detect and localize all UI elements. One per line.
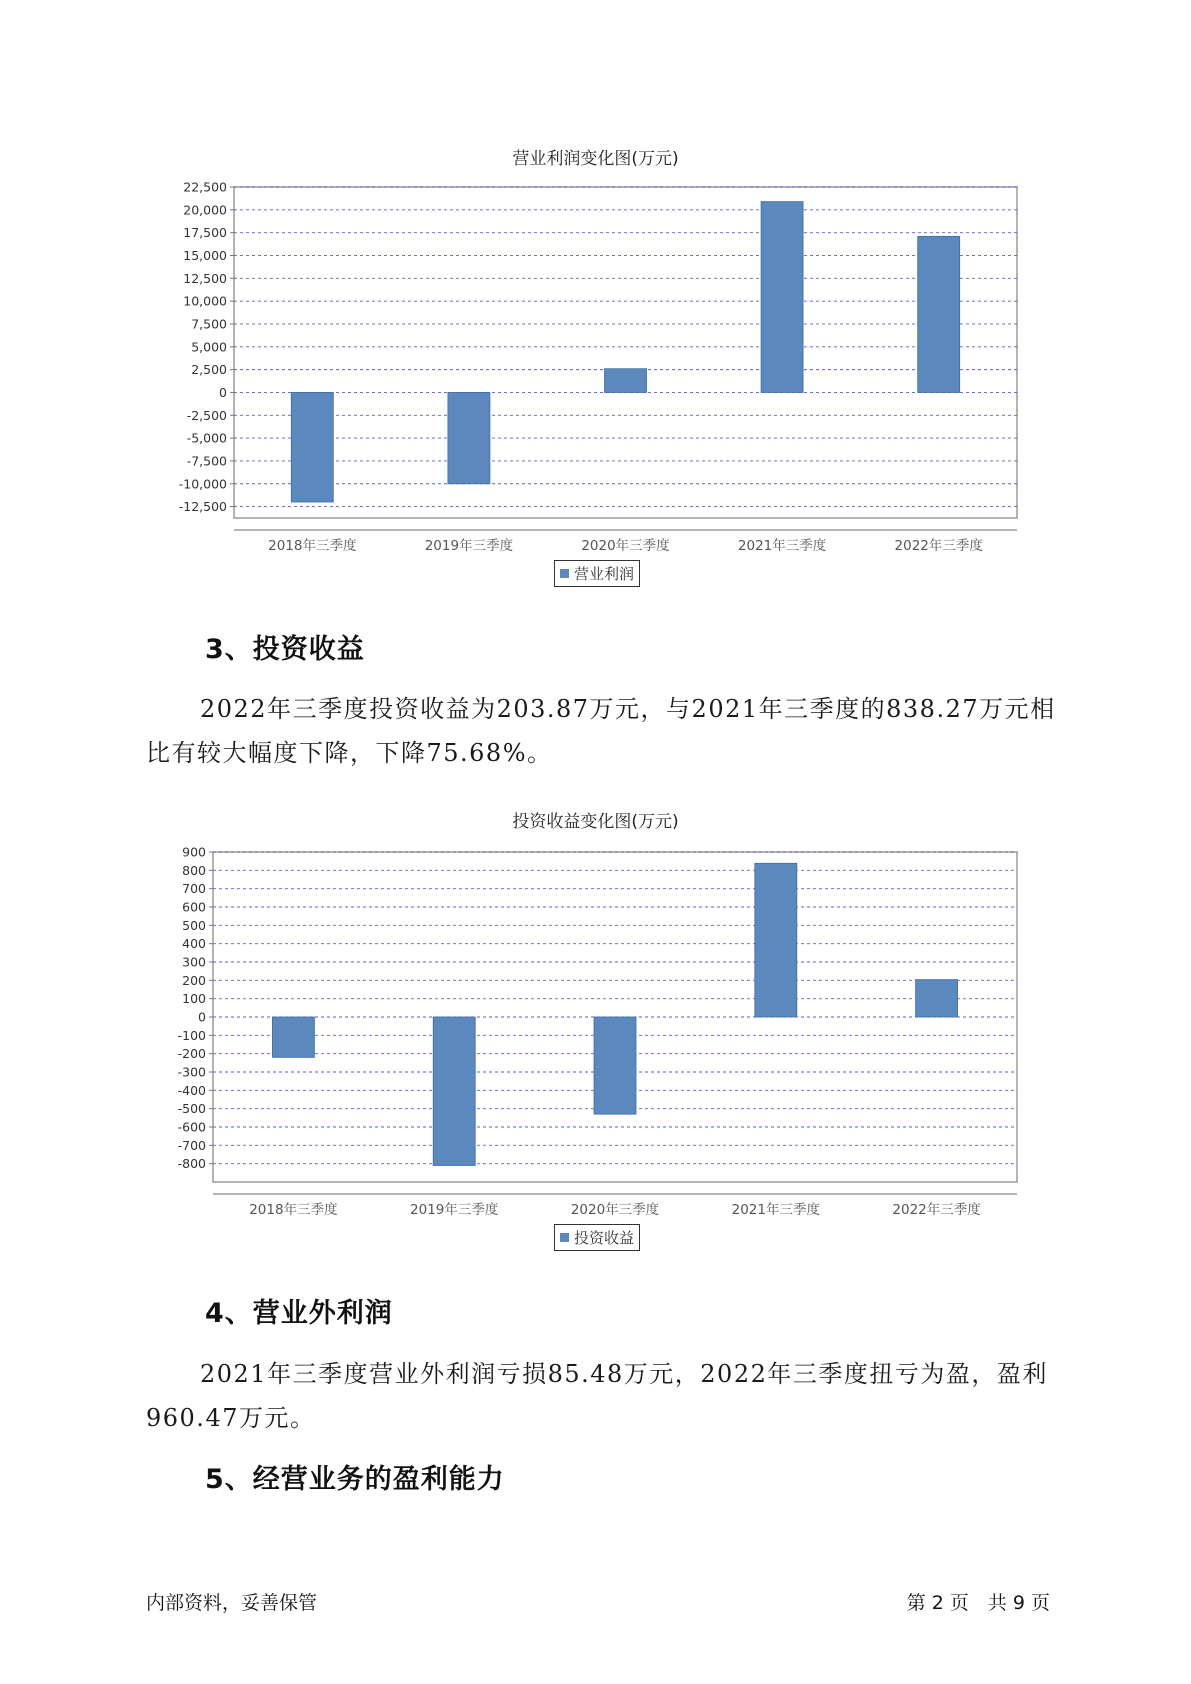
y-tick-label: 400: [182, 936, 206, 952]
y-tick-label: 17,500: [183, 225, 227, 241]
investment-income-chart: [0, 830, 1191, 1230]
section-3-heading: 3、投资收益: [205, 634, 365, 665]
bar: [291, 392, 333, 502]
chart1-legend: [554, 560, 640, 587]
y-tick-label: 5,000: [191, 339, 227, 355]
y-tick-label: -7,500: [186, 453, 227, 469]
x-tick-label: 2021年三季度: [731, 1202, 820, 1218]
y-tick-label: 900: [182, 844, 206, 860]
y-tick-label: 800: [182, 862, 206, 878]
x-tick-label: 2022年三季度: [894, 538, 983, 554]
y-tick-label: -300: [177, 1064, 206, 1080]
y-tick-label: -10,000: [178, 476, 227, 492]
x-tick-label: 2019年三季度: [424, 538, 514, 554]
chart2-title: 投资收益变化图(万元): [512, 812, 679, 832]
y-tick-label: 7,500: [191, 316, 227, 332]
y-tick-label: 12,500: [183, 270, 227, 286]
operating-profit-chart: [0, 170, 1191, 570]
y-tick-label: 2,500: [191, 362, 227, 378]
bar: [918, 236, 960, 392]
x-tick-label: 2019年三季度: [410, 1202, 499, 1218]
y-tick-label: 10,000: [183, 293, 227, 309]
y-tick-label: -800: [177, 1156, 206, 1172]
bar: [755, 863, 797, 1017]
y-tick-label: 700: [182, 881, 206, 897]
legend-swatch-icon: [560, 1233, 569, 1242]
section-3-paragraph: 2022年三季度投资收益为203.87万元，与2021年三季度的838.27万元相比有较大幅度下降，下降75.68%。: [146, 695, 1056, 767]
bar: [916, 980, 958, 1017]
bar: [594, 1017, 636, 1114]
y-tick-label: -5,000: [186, 430, 227, 446]
bar: [433, 1017, 475, 1166]
footer-page-number: 第 2 页 共 9 页: [906, 1592, 1050, 1614]
y-tick-label: -2,500: [186, 407, 227, 423]
y-tick-label: 0: [198, 1009, 206, 1025]
y-tick-label: 300: [182, 954, 206, 970]
y-tick-label: -600: [177, 1119, 206, 1135]
y-tick-label: 600: [182, 899, 206, 915]
y-tick-label: 22,500: [183, 179, 227, 195]
chart2-legend-label: 投资收益: [574, 1229, 635, 1247]
plot-area: [234, 187, 1017, 518]
x-tick-label: 2021年三季度: [737, 538, 827, 554]
y-tick-label: -200: [177, 1046, 206, 1062]
y-tick-label: 200: [182, 972, 206, 988]
bar: [761, 202, 803, 393]
y-tick-label: 0: [219, 384, 227, 400]
y-tick-label: 500: [182, 917, 206, 933]
chart2-legend: [554, 1224, 640, 1251]
y-tick-label: -400: [177, 1082, 206, 1098]
y-tick-label: 100: [182, 991, 206, 1007]
y-tick-label: 15,000: [183, 247, 227, 263]
section-4-paragraph: 2021年三季度营业外利润亏损85.48万元，2022年三季度扭亏为盈，盈利960.47万元。: [146, 1360, 1048, 1432]
x-tick-label: 2018年三季度: [249, 1202, 338, 1218]
bar: [448, 392, 490, 483]
section-4-heading: 4、营业外利润: [205, 1298, 393, 1329]
y-tick-label: -100: [177, 1027, 206, 1043]
chart1-legend-label: 营业利润: [574, 565, 635, 583]
bar: [272, 1017, 314, 1057]
bar: [605, 369, 647, 393]
chart1-title: 营业利润变化图(万元): [512, 149, 679, 169]
footer-confidential: 内部资料，妥善保管: [146, 1592, 318, 1614]
y-tick-label: -12,500: [178, 499, 227, 515]
x-tick-label: 2020年三季度: [581, 538, 670, 554]
section-5-heading: 5、经营业务的盈利能力: [205, 1464, 505, 1495]
y-tick-label: -500: [177, 1101, 206, 1117]
legend-swatch-icon: [560, 569, 569, 578]
x-tick-label: 2018年三季度: [268, 538, 357, 554]
y-tick-label: -700: [177, 1137, 206, 1153]
x-tick-label: 2022年三季度: [892, 1202, 981, 1218]
y-tick-label: 20,000: [183, 202, 227, 218]
x-tick-label: 2020年三季度: [570, 1202, 660, 1218]
